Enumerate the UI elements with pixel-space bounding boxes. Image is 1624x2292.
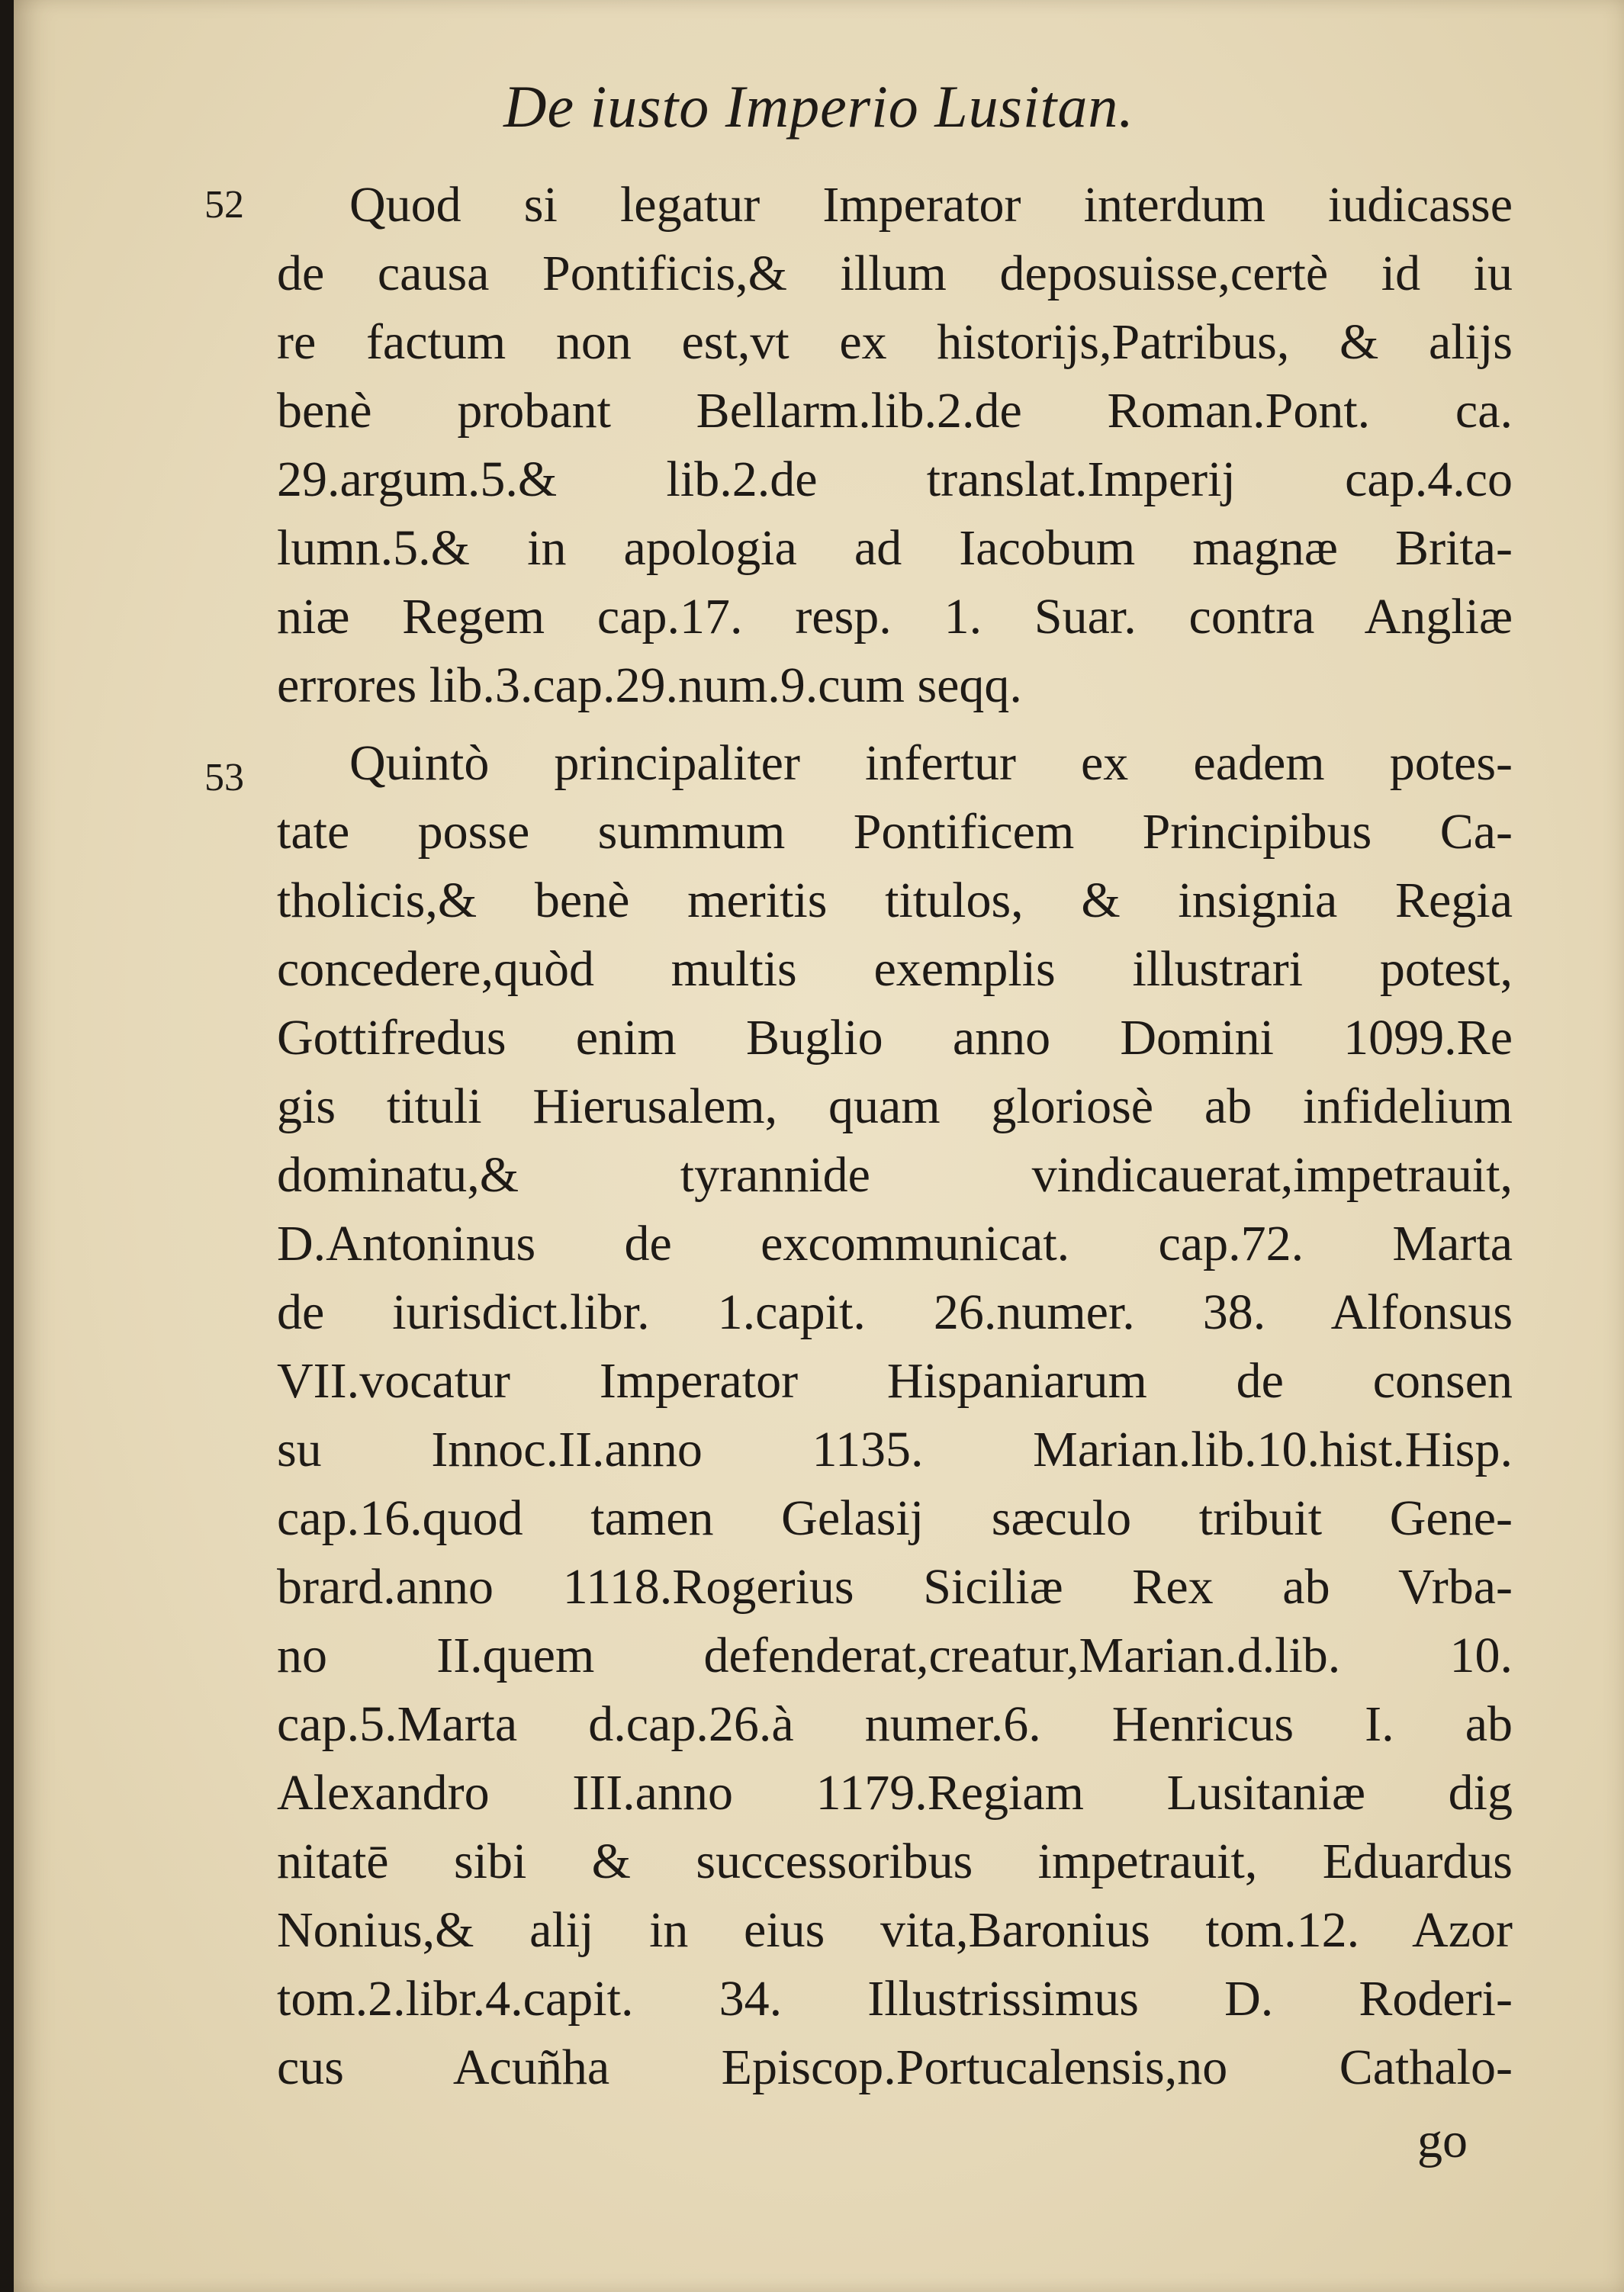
text-line: concedere,quòd multis exemplis illustrari potest, <box>277 941 1513 997</box>
book-page <box>14 0 1624 2292</box>
text-line: Alexandro III.anno 1179.Regiam Lusitaniæ dig <box>277 1765 1513 1821</box>
catchword: go <box>1417 2113 1468 2168</box>
text-line: tholicis,& benè meritis titulos, & insignia Regia <box>277 873 1513 928</box>
text-line: gis tituli Hierusalem, quam gloriosè ab infidelium <box>277 1078 1513 1134</box>
text-line: errores lib.3.cap.29.num.9.cum seqq. <box>277 657 1022 713</box>
text-line: de causa Pontificis,& illum deposuisse,certè id iu <box>277 246 1513 301</box>
text-line: cap.16.quod tamen Gelasij sæculo tribuit Gene- <box>277 1490 1513 1546</box>
text-line: Gottifredus enim Buglio anno Domini 1099.Re <box>277 1010 1513 1066</box>
text-line: VII.vocatur Imperator Hispaniarum de consen <box>277 1353 1513 1409</box>
text-line: benè probant Bellarm.lib.2.de Roman.Pont. ca. <box>277 383 1513 439</box>
text-line: tate posse summum Pontificem Principibus Ca- <box>277 804 1513 860</box>
text-line: 29.argum.5.& lib.2.de translat.Imperij cap.4.co <box>277 452 1513 507</box>
text-line: D.Antoninus de excommunicat. cap.72. Marta <box>277 1216 1513 1271</box>
text-line: brard.anno 1118.Rogerius Siciliæ Rex ab Vrba- <box>277 1559 1513 1615</box>
paragraph-number-53: 53 <box>204 756 244 799</box>
text-line: cus Acuñha Episcop.Portucalensis,no Cathalo- <box>277 2040 1513 2095</box>
text-line: niæ Regem cap.17. resp. 1. Suar. contra Angliæ <box>277 589 1513 645</box>
text-line: Nonius,& alij in eius vita,Baronius tom.12. Azor <box>277 1902 1513 1958</box>
text-line: cap.5.Marta d.cap.26.à numer.6. Henricus I. ab <box>277 1696 1513 1752</box>
text-line: dominatu,& tyrannide vindicauerat,impetrauit, <box>277 1147 1513 1203</box>
running-header: De iusto Imperio Lusitan. <box>503 73 1134 140</box>
text-line: nitatē sibi & successoribus impetrauit, Eduardus <box>277 1834 1513 1889</box>
paragraph-number-52: 52 <box>204 183 244 227</box>
text-line: lumn.5.& in apologia ad Iacobum magnæ Brita- <box>277 520 1513 576</box>
text-line: Quod si legatur Imperator interdum iudicasse <box>349 177 1513 233</box>
text-line: de iurisdict.libr. 1.capit. 26.numer. 38. Alfonsus <box>277 1284 1513 1340</box>
text-line: re factum non est,vt ex historijs,Patribus, & alijs <box>277 314 1513 370</box>
text-line: tom.2.libr.4.capit. 34. Illustrissimus D. Roderi- <box>277 1971 1513 2027</box>
text-line: Quintò principaliter infertur ex eadem potes- <box>349 735 1513 791</box>
text-line: no II.quem defenderat,creatur,Marian.d.lib. 10. <box>277 1628 1513 1683</box>
text-line: su Innoc.II.anno 1135. Marian.lib.10.hist.Hisp. <box>277 1422 1513 1477</box>
